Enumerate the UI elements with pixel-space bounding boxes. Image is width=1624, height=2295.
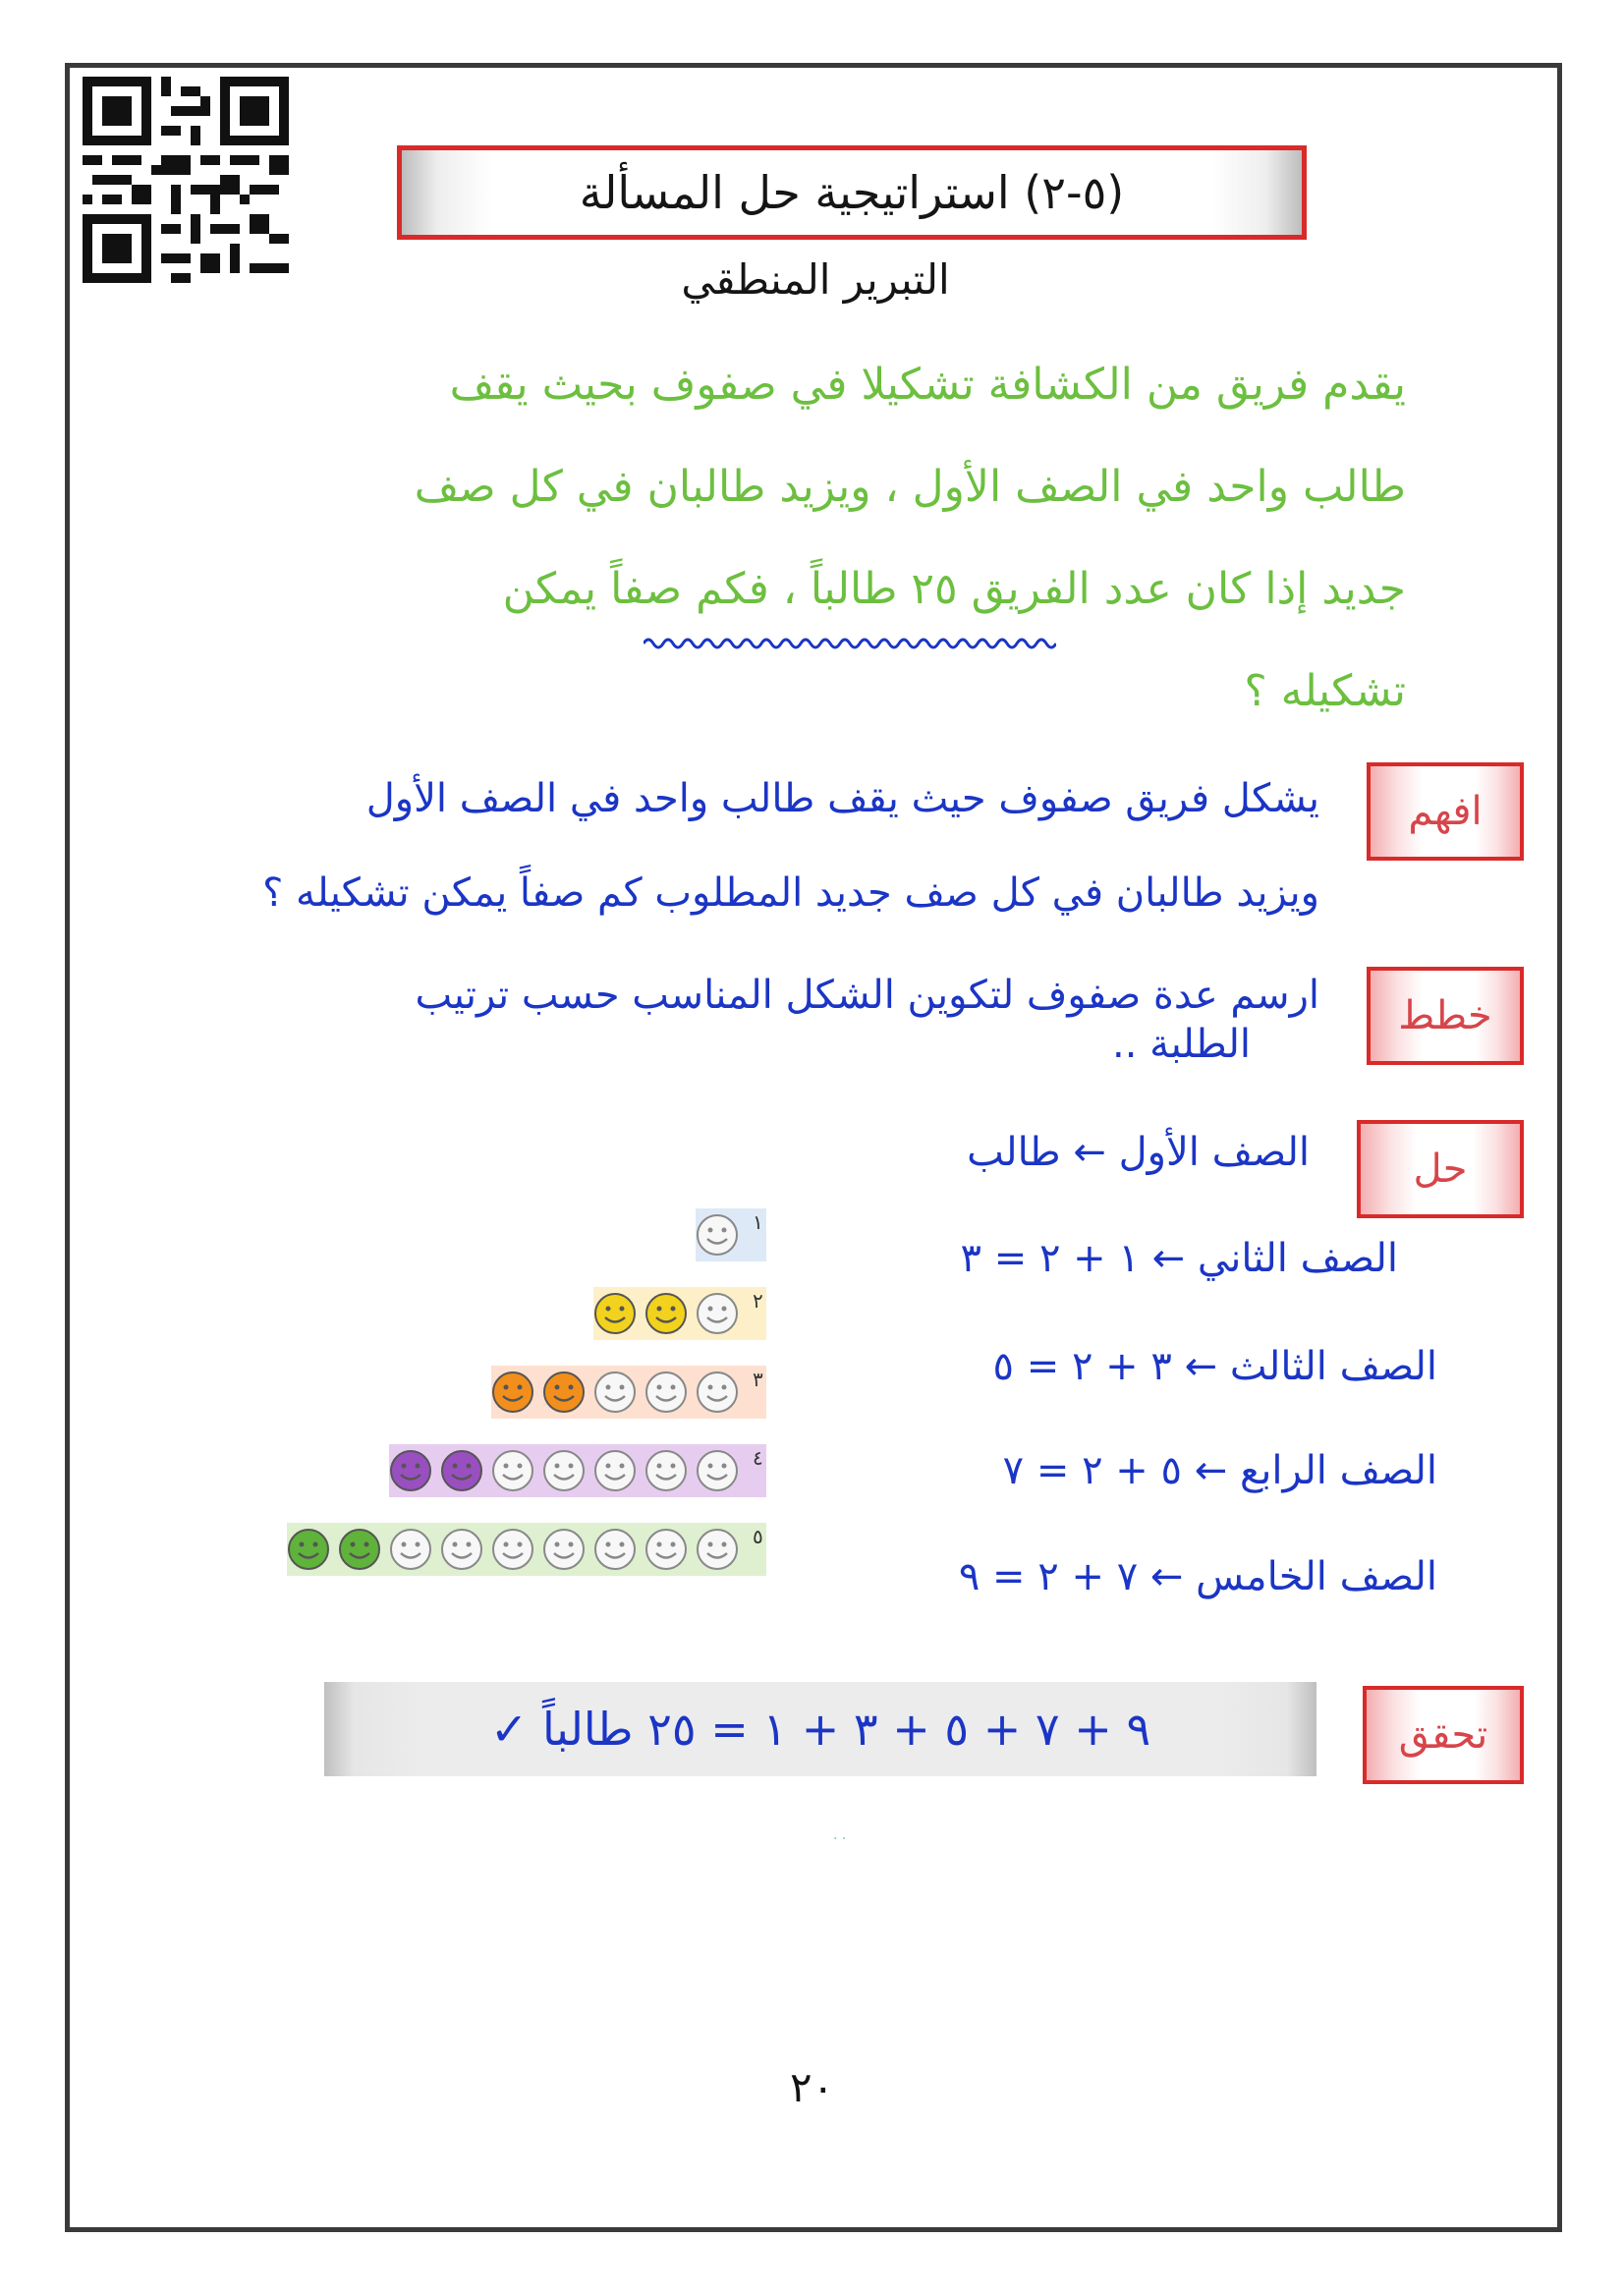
decorative-dots: . . [833, 1827, 847, 1843]
arrow-icon: ← [1194, 1448, 1228, 1493]
solve-row-3 [993, 1344, 1437, 1389]
check-expression: ٩ + ٧ + ٥ + ٣ + ١ = ٢٥ طالباً ✓ [489, 1703, 1151, 1756]
arrow-icon: ← [1184, 1344, 1218, 1389]
step-plan-label: خطط [1398, 993, 1492, 1038]
smiley-face-icon [644, 1449, 688, 1492]
solve-row-2 [961, 1236, 1398, 1281]
solve-row-expr: ١ + ٢ = ٣ [960, 1236, 1140, 1281]
plan-line-1: ارسم عدة صفوف لتكوين الشكل المناسب حسب ترتيب [415, 973, 1319, 1018]
check-bar [324, 1682, 1316, 1776]
smiley-face-icon [440, 1528, 483, 1571]
arrow-icon: ← [1149, 1554, 1184, 1599]
solve-row-expr: ٣ + ٢ = ٥ [992, 1344, 1172, 1389]
smiley-face-icon [542, 1528, 586, 1571]
plan-line-2: الطلبة .. [1111, 1022, 1251, 1067]
row-number: ٣ [753, 1368, 763, 1391]
solve-row-expr: ٧ + ٢ = ٩ [958, 1554, 1139, 1599]
solve-row-label: الصف الرابع [1239, 1448, 1437, 1493]
step-understand-box [1367, 762, 1524, 861]
solve-row-label: الصف الثالث [1229, 1344, 1437, 1389]
row-number: ٤ [753, 1446, 763, 1470]
smiley-face-icon [491, 1371, 534, 1414]
smiley-face-icon [696, 1528, 739, 1571]
problem-line: تشكيله ؟ [1244, 666, 1406, 716]
qr-code [83, 77, 289, 283]
solve-row-4 [1003, 1448, 1437, 1493]
understand-line-1: يشكل فريق صفوف حيث يقف طالب واحد في الصف الأول [365, 776, 1319, 821]
smiley-face-icon [696, 1449, 739, 1492]
smiley-face-icon [696, 1213, 739, 1257]
smiley-face-icon [593, 1371, 637, 1414]
smiley-face-icon [644, 1292, 688, 1335]
solve-row-expr: ٥ + ٢ = ٧ [1002, 1448, 1183, 1493]
arrow-icon: ← [1151, 1236, 1186, 1281]
step-solve-label: حل [1413, 1147, 1468, 1192]
smiley-face-icon [593, 1449, 637, 1492]
row-number: ١ [753, 1210, 763, 1234]
smiley-face-icon [542, 1371, 586, 1414]
smiley-rows-figure [118, 1208, 776, 1592]
problem-line: يقدم فريق من الكشافة تشكيلا في صفوف بحيث يقف [449, 360, 1406, 410]
smiley-face-icon [389, 1528, 432, 1571]
row-number: ٥ [753, 1525, 763, 1548]
problem-line: طالب واحد في الصف الأول ، ويزيد طالبان في كل صف [414, 462, 1406, 512]
smiley-face-icon [644, 1371, 688, 1414]
solve-row-label: الصف الثاني [1197, 1236, 1398, 1281]
smiley-face-icon [389, 1449, 432, 1492]
smiley-face-icon [491, 1528, 534, 1571]
solve-row-1 [967, 1130, 1310, 1175]
smiley-face-icon [696, 1371, 739, 1414]
problem-line: جديد إذا كان عدد الفريق ٢٥ طالباً ، فكم صفاً يمكن [502, 564, 1406, 614]
smiley-face-icon [644, 1528, 688, 1571]
smiley-face-icon [491, 1449, 534, 1492]
row-number: ٢ [753, 1289, 763, 1313]
step-solve-box [1357, 1120, 1524, 1218]
smiley-face-icon [440, 1449, 483, 1492]
lesson-title: (٥-٢) استراتيجية حل المسألة [579, 166, 1125, 219]
lesson-subtitle: التبرير المنطقي [681, 255, 950, 304]
step-plan-box [1367, 967, 1524, 1065]
smiley-face-icon [593, 1528, 637, 1571]
step-understand-label: افهم [1408, 789, 1483, 834]
wavy-underline [644, 629, 1056, 658]
problem-statement [197, 334, 1406, 743]
lesson-title-box [397, 145, 1307, 240]
smiley-face-icon [338, 1528, 381, 1571]
understand-line-2: ويزيد طالبان في كل صف جديد المطلوب كم صفاً يمكن تشكيله ؟ [262, 870, 1319, 916]
page-number: ٢٠ [789, 2063, 835, 2111]
solve-row-expr: طالب [967, 1130, 1061, 1175]
smiley-face-icon [696, 1292, 739, 1335]
step-check-box [1363, 1686, 1524, 1784]
solve-row-label: الصف الأول [1118, 1130, 1310, 1175]
smiley-face-icon [542, 1449, 586, 1492]
smiley-face-icon [287, 1528, 330, 1571]
arrow-icon: ← [1073, 1130, 1106, 1175]
smiley-face-icon [593, 1292, 637, 1335]
solve-row-label: الصف الخامس [1196, 1554, 1437, 1599]
solve-row-5 [959, 1554, 1437, 1599]
step-check-label: تحقق [1398, 1712, 1488, 1758]
